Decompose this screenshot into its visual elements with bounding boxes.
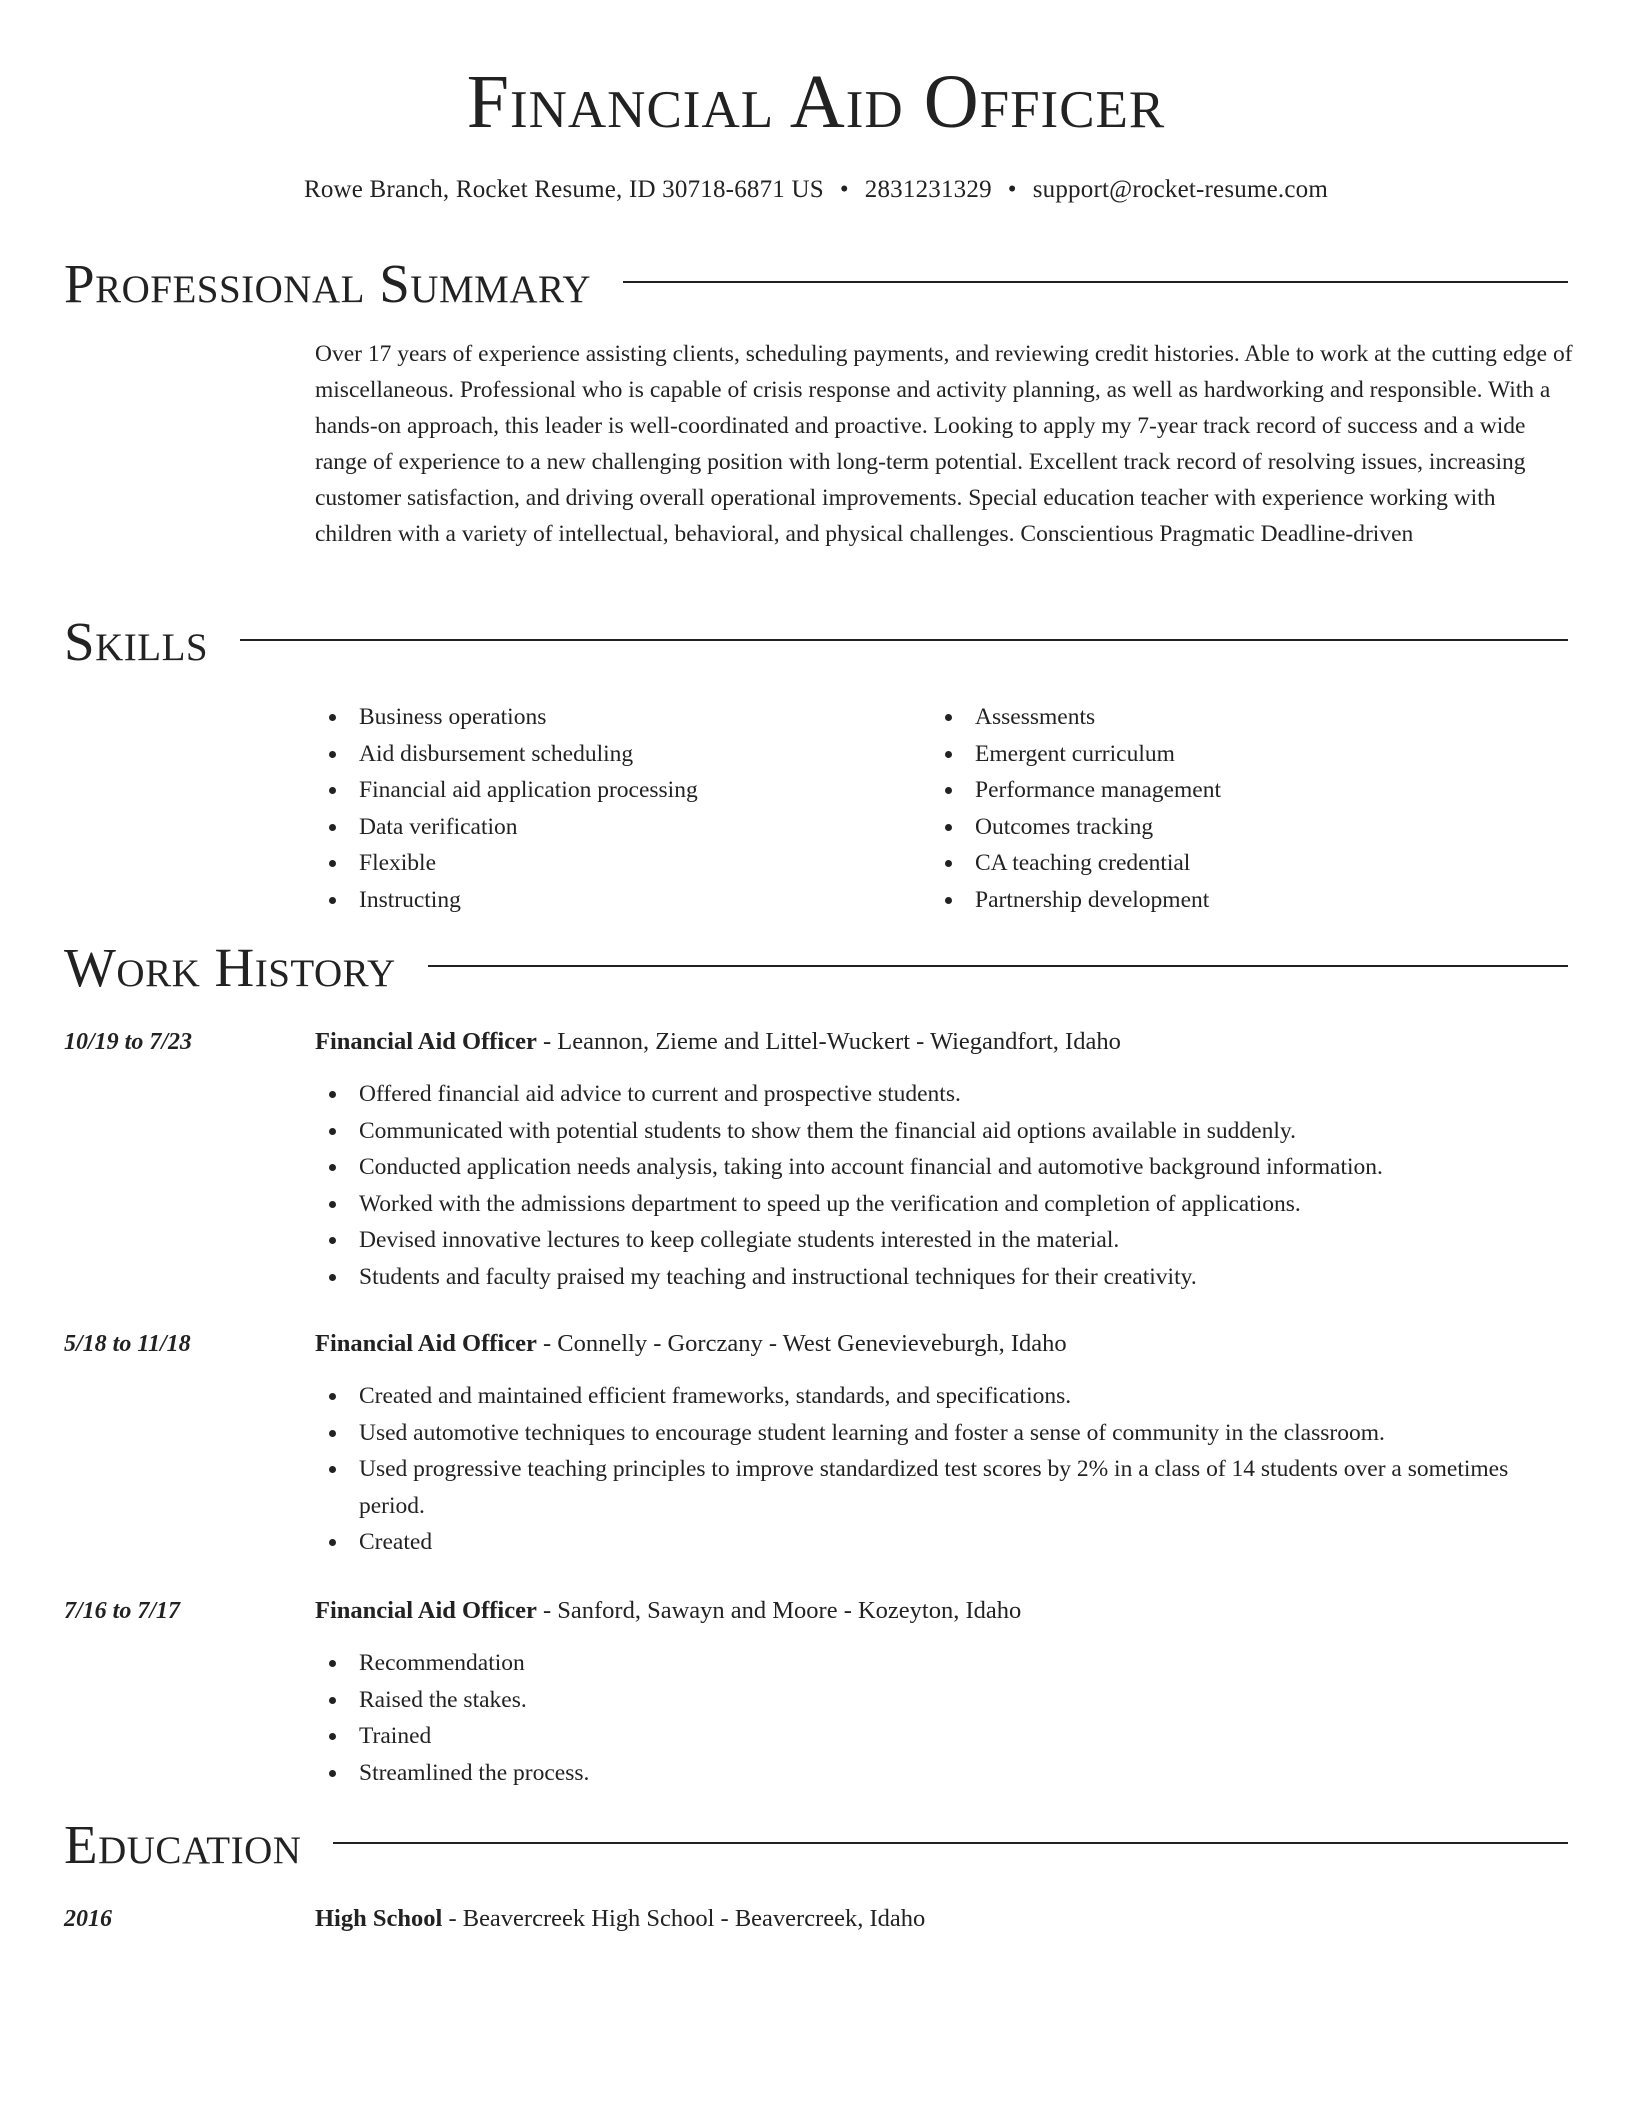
job-bullet: Communicated with potential students to show them the financial aid options available in suddenly.	[315, 1113, 1535, 1150]
job-title: Financial Aid Officer	[315, 1330, 537, 1357]
job-bullet: Devised innovative lectures to keep collegiate students interested in the material.	[315, 1222, 1535, 1259]
job-bullet: Offered financial aid advice to current and prospective students.	[315, 1076, 1535, 1113]
job-employer: - Connelly - Gorczany - West Genevieveburgh, Idaho	[536, 1330, 1067, 1357]
skill-item: Aid disbursement scheduling	[315, 736, 915, 773]
work-heading: Work History	[64, 937, 396, 998]
skills-list-right	[931, 699, 1531, 918]
job-bullet: Trained	[315, 1718, 1535, 1755]
work-section-heading	[64, 933, 1568, 1003]
skill-item: Instructing	[315, 882, 915, 919]
job-bullet: Recommendation	[315, 1645, 1535, 1682]
skills-list-left	[315, 699, 915, 918]
job-employer: - Leannon, Zieme and Littel-Wuckert - Wiegandfort, Idaho	[536, 1028, 1121, 1055]
section-divider	[333, 1842, 1568, 1844]
skill-item: Business operations	[315, 699, 915, 736]
job-bullet: Created and maintained efficient frameworks, standards, and specifications.	[315, 1378, 1535, 1415]
job-employer: - Sanford, Sawayn and Moore - Kozeyton, Idaho	[536, 1597, 1022, 1624]
job-bullet: Used automotive techniques to encourage student learning and foster a sense of community in the classroom.	[315, 1415, 1535, 1452]
job-dates: 7/16 to 7/17	[64, 1598, 181, 1624]
section-divider	[240, 639, 1568, 641]
skills-section-heading	[64, 607, 1568, 677]
summary-text: Over 17 years of experience assisting clients, scheduling payments, and reviewing credit histories. Able to work at the cutting edge of miscellaneous. Professional who is capable of crisis response and activity planning, as well as hardworking and responsible. With a hands-on approach, this leader is well-coordinated and proactive. Looking to apply my 7-year track record of success and a wide range of experience to a new challenging position with long-term potential. Excellent track record of resolving issues, increasing customer satisfaction, and driving overall operational improvements. Special education teacher with experience working with children with a variety of intellectual, behavioral, and physical challenges. Conscientious Pragmatic Deadline-driven	[315, 341, 1573, 547]
job-title: Financial Aid Officer	[315, 1597, 537, 1624]
job-bullet: Conducted application needs analysis, taking into account financial and automotive background information.	[315, 1149, 1535, 1186]
job-bullets	[315, 1645, 1535, 1791]
contact-line	[0, 172, 1632, 208]
job-dates: 5/18 to 11/18	[64, 1331, 191, 1357]
skill-item: Data verification	[315, 809, 915, 846]
job-bullet: Created	[315, 1524, 1535, 1561]
section-divider	[623, 281, 1568, 283]
education-line	[315, 1901, 925, 1937]
job-title-line	[315, 1024, 1121, 1060]
contact-address: Rowe Branch, Rocket Resume, ID 30718-6871 US	[303, 176, 824, 203]
skill-item: Financial aid application processing	[315, 772, 915, 809]
skills-heading: Skills	[64, 611, 209, 672]
contact-email: support@rocket-resume.com	[1032, 176, 1329, 203]
skill-item: Outcomes tracking	[931, 809, 1531, 846]
job-title-line	[315, 1593, 1021, 1629]
skill-item: Performance management	[931, 772, 1531, 809]
section-divider	[428, 965, 1568, 967]
education-year: 2016	[64, 1906, 112, 1932]
education-degree: High School	[315, 1905, 443, 1932]
skill-item: CA teaching credential	[931, 845, 1531, 882]
job-bullet: Students and faculty praised my teaching and instructional techniques for their creativity.	[315, 1259, 1535, 1296]
job-dates: 10/19 to 7/23	[64, 1029, 193, 1055]
job-bullet: Raised the stakes.	[315, 1682, 1535, 1719]
education-school: - Beavercreek High School - Beavercreek, Idaho	[442, 1905, 926, 1932]
skill-item: Flexible	[315, 845, 915, 882]
contact-separator: •	[839, 176, 849, 203]
job-bullet: Worked with the admissions department to speed up the verification and completion of applications.	[315, 1186, 1535, 1223]
skill-item: Partnership development	[931, 882, 1531, 919]
job-bullets	[315, 1076, 1535, 1295]
education-heading: Education	[64, 1814, 302, 1875]
skill-item: Assessments	[931, 699, 1531, 736]
job-title-line	[315, 1326, 1067, 1362]
job-bullet: Streamlined the process.	[315, 1755, 1535, 1792]
summary-section-heading	[64, 249, 1568, 319]
job-title: Financial Aid Officer	[315, 1028, 537, 1055]
skill-item: Emergent curriculum	[931, 736, 1531, 773]
contact-separator: •	[1007, 176, 1017, 203]
job-bullets	[315, 1378, 1535, 1561]
summary-heading: Professional Summary	[64, 253, 592, 314]
education-section-heading	[64, 1810, 1568, 1880]
contact-phone: 2831231329	[864, 176, 992, 203]
job-bullet: Used progressive teaching principles to improve standardized test scores by 2% in a class of 14 students over a sometimes period.	[315, 1451, 1535, 1524]
resume-name: Financial Aid Officer	[466, 60, 1166, 144]
